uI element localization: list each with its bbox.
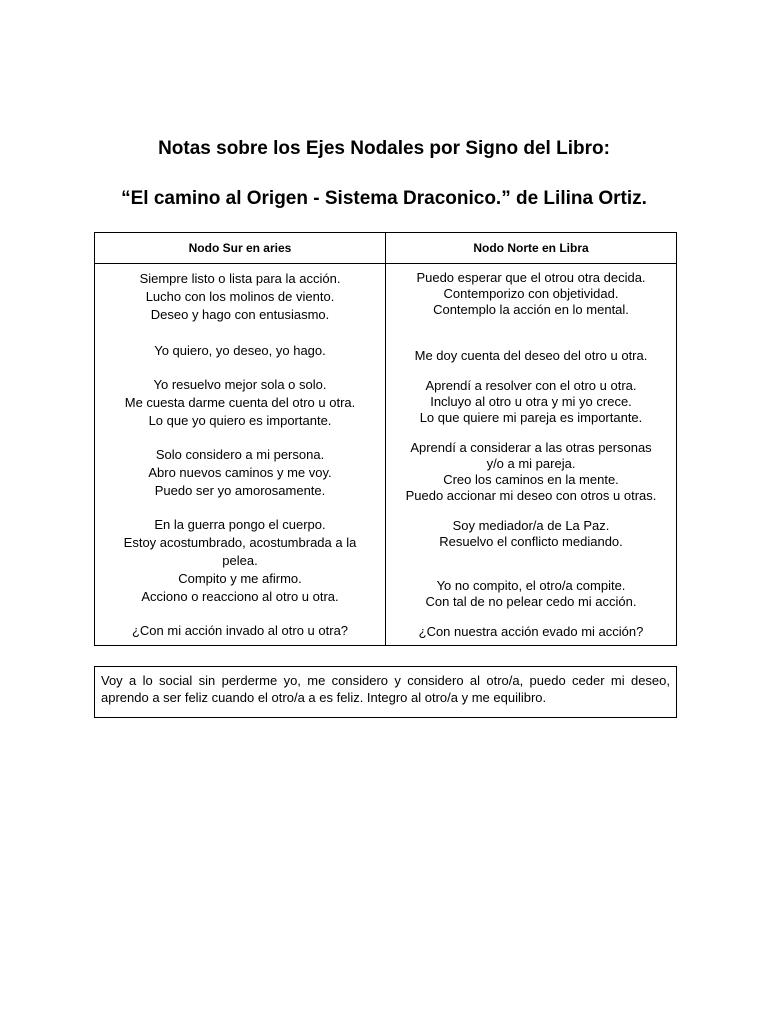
north-line: Aprendí a considerar a las otras personas y/o a mi pareja. xyxy=(410,440,652,471)
south-line: Siempre listo o lista para la acción. xyxy=(139,271,341,286)
north-line: Puedo accionar mi deseo con otros u otras. xyxy=(405,488,657,503)
north-line: Incluyo al otro u otra y mi yo crece. xyxy=(430,394,632,409)
north-block-6 xyxy=(400,578,662,610)
south-line: ¿Con mi acción invado al otro u otra? xyxy=(131,623,349,638)
north-line: ¿Con nuestra acción evado mi acción? xyxy=(418,624,644,639)
nodes-table xyxy=(94,232,677,646)
south-line: Lucho con los molinos de viento. xyxy=(145,289,335,304)
north-node-column xyxy=(385,264,676,645)
south-block-2 xyxy=(109,342,371,360)
south-block-6 xyxy=(109,622,371,640)
south-line: Abro nuevos caminos y me voy. xyxy=(148,465,332,480)
north-block-2 xyxy=(400,348,662,364)
header-north-node: Nodo Norte en Libra xyxy=(385,233,676,263)
south-line: Puedo ser yo amorosamente. xyxy=(154,483,326,498)
south-line: Estoy acostumbrado, acostumbrada a la pelea. xyxy=(123,535,357,568)
document-subtitle: “El camino al Origen - Sistema Draconico.” de Lilina Ortiz. xyxy=(121,188,647,209)
south-line: Me cuesta darme cuenta del otro u otra. xyxy=(124,395,356,410)
south-line: Lo que yo quiero es importante. xyxy=(148,413,332,428)
south-node-column xyxy=(95,264,385,645)
north-block-3 xyxy=(400,378,662,426)
south-line: Yo resuelvo mejor sola o solo. xyxy=(153,377,327,392)
summary-box: Voy a lo social sin perderme yo, me considero y considero al otro/a, puedo ceder mi deseo, aprendo a ser feliz cuando el otro/a a es feliz. Integro al otro/a y me equilibro. xyxy=(94,666,677,718)
north-line: Con tal de no pelear cedo mi acción. xyxy=(425,594,637,609)
south-line: Compito y me afirmo. xyxy=(178,571,302,586)
north-line: Me doy cuenta del deseo del otro u otra. xyxy=(414,348,648,363)
north-line: Creo los caminos en la mente. xyxy=(443,472,619,487)
north-block-4 xyxy=(400,440,662,504)
north-line: Resuelvo el conflicto mediando. xyxy=(439,534,623,549)
north-line: Aprendí a resolver con el otro u otra. xyxy=(425,378,637,393)
north-line: Puedo esperar que el otrou otra decida. xyxy=(416,270,646,285)
north-line: Contemplo la acción en lo mental. xyxy=(433,302,629,317)
south-line: Acciono o reacciono al otro u otra. xyxy=(141,589,339,604)
table-body xyxy=(95,264,676,645)
north-block-7 xyxy=(400,624,662,640)
south-line: Yo quiero, yo deseo, yo hago. xyxy=(154,343,326,358)
south-line: Solo considero a mi persona. xyxy=(155,447,325,462)
south-block-4 xyxy=(109,446,371,500)
south-block-3 xyxy=(109,376,371,430)
north-line: Soy mediador/a de La Paz. xyxy=(452,518,610,533)
document-title: Notas sobre los Ejes Nodales por Signo del Libro: xyxy=(158,138,610,159)
south-line: En la guerra pongo el cuerpo. xyxy=(154,517,326,532)
south-block-5 xyxy=(109,516,371,606)
table-header xyxy=(95,233,676,264)
north-line: Lo que quiere mi pareja es importante. xyxy=(419,410,643,425)
header-south-node: Nodo Sur en aries xyxy=(188,241,292,255)
north-block-5 xyxy=(400,518,662,550)
north-line: Contemporizo con objetividad. xyxy=(443,286,619,301)
south-line: Deseo y hago con entusiasmo. xyxy=(150,307,330,322)
north-block-1 xyxy=(400,270,662,318)
north-line: Yo no compito, el otro/a compite. xyxy=(436,578,626,593)
south-block-1 xyxy=(109,270,371,324)
